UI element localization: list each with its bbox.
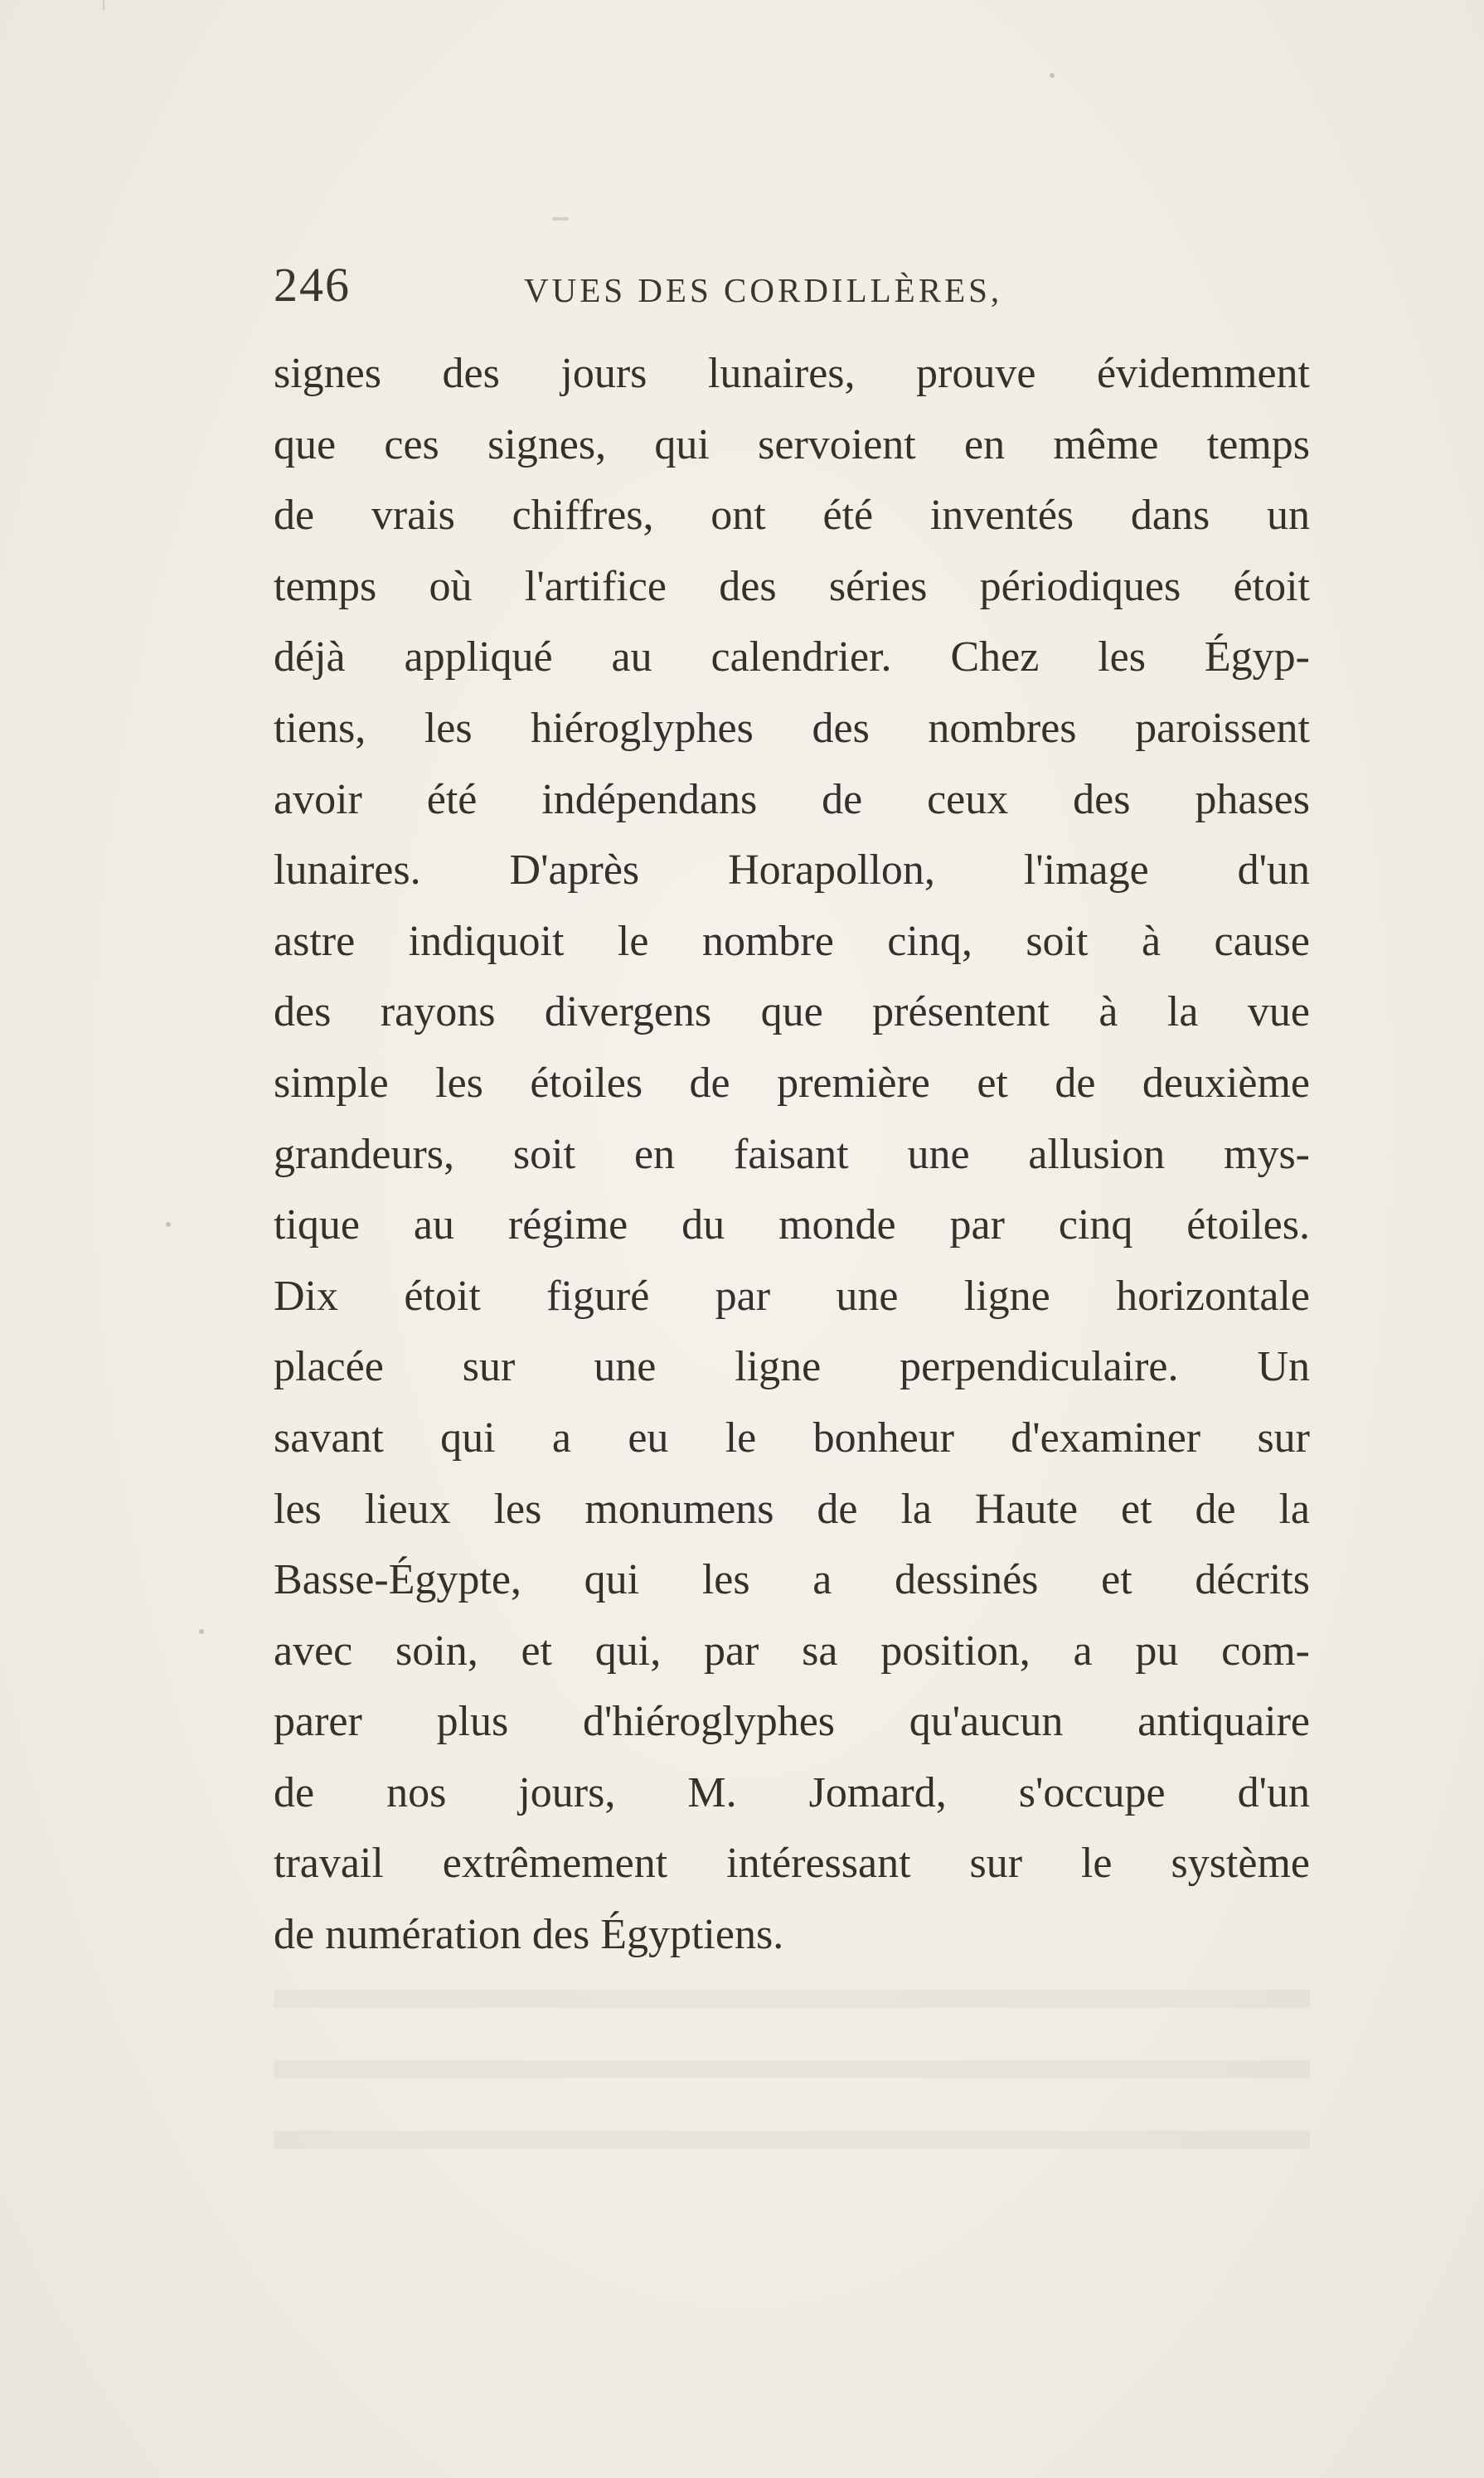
text-line: tiens, les hiéroglyphes des nombres paroissent — [274, 704, 1310, 752]
running-head: VUES DES CORDILLÈRES, — [524, 271, 1003, 309]
text-line: simple les étoiles de première et de deuxième — [274, 1059, 1310, 1107]
body-text — [274, 338, 1310, 1971]
text-line: placée sur une ligne perpendiculaire. Un — [274, 1343, 1310, 1391]
text-line: travail extrêmement intéressant sur le système — [274, 1840, 1310, 1888]
text-line: parer plus d'hiéroglyphes qu'aucun antiquaire — [274, 1698, 1310, 1746]
paper-speck — [166, 1222, 171, 1227]
text-line: Dix étoit figuré par une ligne horizontale — [274, 1272, 1310, 1320]
paper-speck — [199, 1629, 204, 1634]
text-line: lunaires. D'après Horapollon, l'image d'un — [274, 846, 1310, 895]
text-line: déjà appliqué au calendrier. Chez les Égyp- — [274, 633, 1310, 681]
text-line: avoir été indépendans de ceux des phases — [274, 775, 1310, 823]
paper-mark — [103, 0, 104, 10]
text-line: astre indiquoit le nombre cinq, soit à cause — [274, 917, 1310, 965]
text-line: de nos jours, M. Jomard, s'occupe d'un — [274, 1768, 1310, 1816]
page-number: 246 — [274, 258, 351, 312]
text-line: avec soin, et qui, par sa position, a pu com- — [274, 1627, 1310, 1675]
paper-speck — [1050, 73, 1055, 78]
text-line: que ces signes, qui servoient en même temps — [274, 420, 1310, 468]
text-line: les lieux les monumens de la Haute et de la — [274, 1485, 1310, 1533]
bleed-through-text — [274, 1957, 1310, 2172]
text-line: tique au régime du monde par cinq étoiles. — [274, 1201, 1310, 1249]
text-line: grandeurs, soit en faisant une allusion mys- — [274, 1130, 1310, 1178]
text-line: savant qui a eu le bonheur d'examiner sur — [274, 1414, 1310, 1462]
paper-mark — [552, 217, 569, 221]
text-line: Basse-Égypte, qui les a dessinés et décrits — [274, 1556, 1310, 1604]
text-line: temps où l'artifice des séries périodiques étoit — [274, 562, 1310, 610]
text-line: des rayons divergens que présentent à la vue — [274, 988, 1310, 1036]
page-header — [274, 249, 1318, 323]
text-line: de numération des Égyptiens. — [274, 1911, 784, 1959]
text-line: de vrais chiffres, ont été inventés dans un — [274, 492, 1310, 540]
text-line: signes des jours lunaires, prouve évidemment — [274, 350, 1310, 397]
